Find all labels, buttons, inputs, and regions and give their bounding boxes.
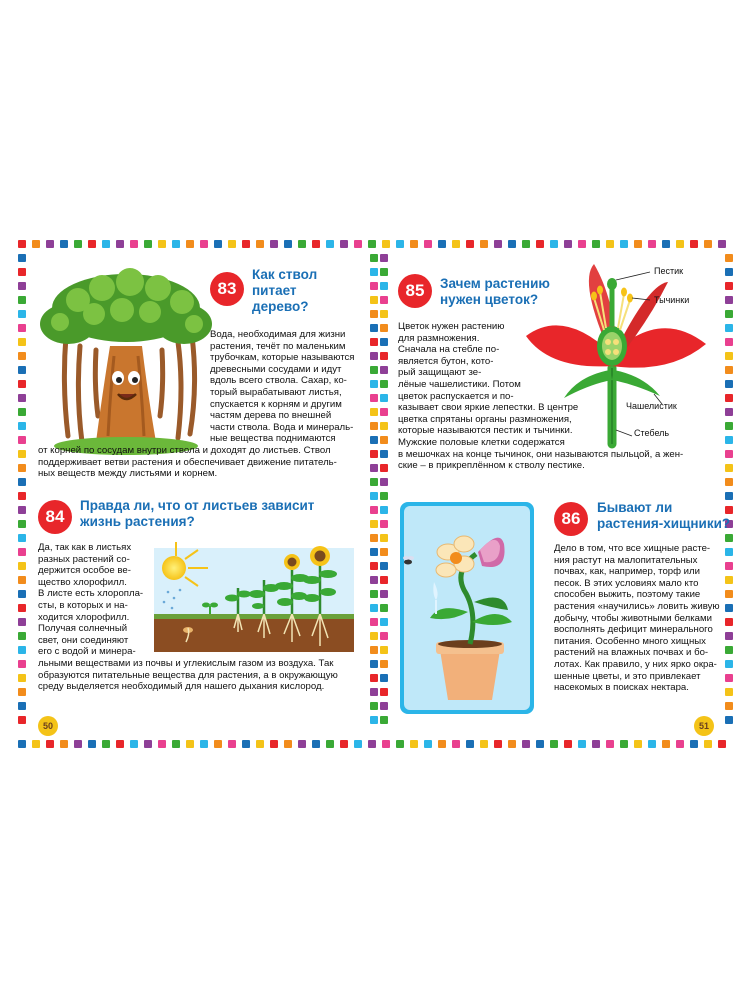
question-86-title: Бывают ли растения-хищники? bbox=[597, 500, 731, 531]
question-84-badge: 84 bbox=[38, 500, 72, 534]
book-spread bbox=[16, 236, 735, 752]
question-84-text: Да, так как в листьях разных растений со- держится особое ве- щество хлорофилл. В листе есть хлоропла- сты, в которых и на- ходится хлорофилл. Получая солнечный свет, они соединяют его с водой и минера- bbox=[38, 542, 144, 658]
page-number-right: 51 bbox=[694, 716, 714, 736]
label-stamens: Тычинки bbox=[654, 295, 690, 305]
question-83-badge: 83 bbox=[210, 272, 244, 306]
question-86-text: Дело в том, что все хищные расте- ния растут на малопитательных почвах, как, например, торф или песок. В этих условиях мало кто способен выжить, поэтому такие растения «научились» ловить живую добычу, чтобы животными белками восполнять дефицит минерального питания. Особенно много хищных растений на влажных почвах и бо- лотах. Как правило, у них ярко окра- шенные цветы, и это привлекает насекомых в поисках нектара. bbox=[554, 543, 720, 694]
tree-icon bbox=[38, 266, 214, 458]
right-page bbox=[376, 236, 735, 752]
label-stem: Стебель bbox=[634, 428, 670, 438]
question-83-title: Как ствол питает дерево? bbox=[252, 267, 318, 314]
question-84-text-wide: льными веществами из почвы и углекислым газом из воздуха. Так образуются питательные вещества для растения, а в окружающую среду выделяется необходимый для нашего дыхания кислород. bbox=[38, 658, 338, 693]
question-85-title: Зачем растению нужен цветок? bbox=[440, 276, 550, 307]
sunflower-growth-icon bbox=[154, 548, 354, 652]
question-85-text: Цветок нужен растению для размножения. Сначала на стебле по- является бутон, кото- рый защищают зе- лёные чашелистики. Потом цветок распускается и по- казывает свои яркие лепестки. В центре цветка спрятаны органы размножения, которые называются пестик и тычинки. Мужские половые клетки содержатся в мешочках на конце тычинок, они называются пыльцой, а жен- ские – в прикреплённом к стволу пестике. bbox=[398, 321, 684, 472]
question-86-badge: 86 bbox=[554, 502, 588, 536]
label-pistil: Пестик bbox=[654, 266, 684, 276]
flower-diagram-icon bbox=[520, 258, 720, 446]
question-83-text: Вода, необходимая для жизни растения, течёт по маленьким трубочкам, которые называются древесными сосудами и идут вдоль всего ствола. Сахар, ко- торый вырабатывают листья, спускается к корням и другим частям дерева по внешней части ствола. Вода и минераль- ные вещества поднимаются bbox=[210, 329, 355, 445]
page-number-left: 50 bbox=[38, 716, 58, 736]
carnivorous-plant-icon bbox=[400, 502, 534, 714]
question-84-title: Правда ли, что от листьев зависит жизнь растения? bbox=[80, 498, 315, 529]
left-page bbox=[16, 236, 376, 752]
label-sepal: Чашелистик bbox=[626, 401, 677, 411]
question-85-badge: 85 bbox=[398, 274, 432, 308]
question-83-text-wide: от корней по сосудам внутри ствола и доходят до листьев. Ствол поддерживает ветви растения и обеспечивает движение питатель- ных веществ между листьями и корнем. bbox=[38, 445, 337, 480]
